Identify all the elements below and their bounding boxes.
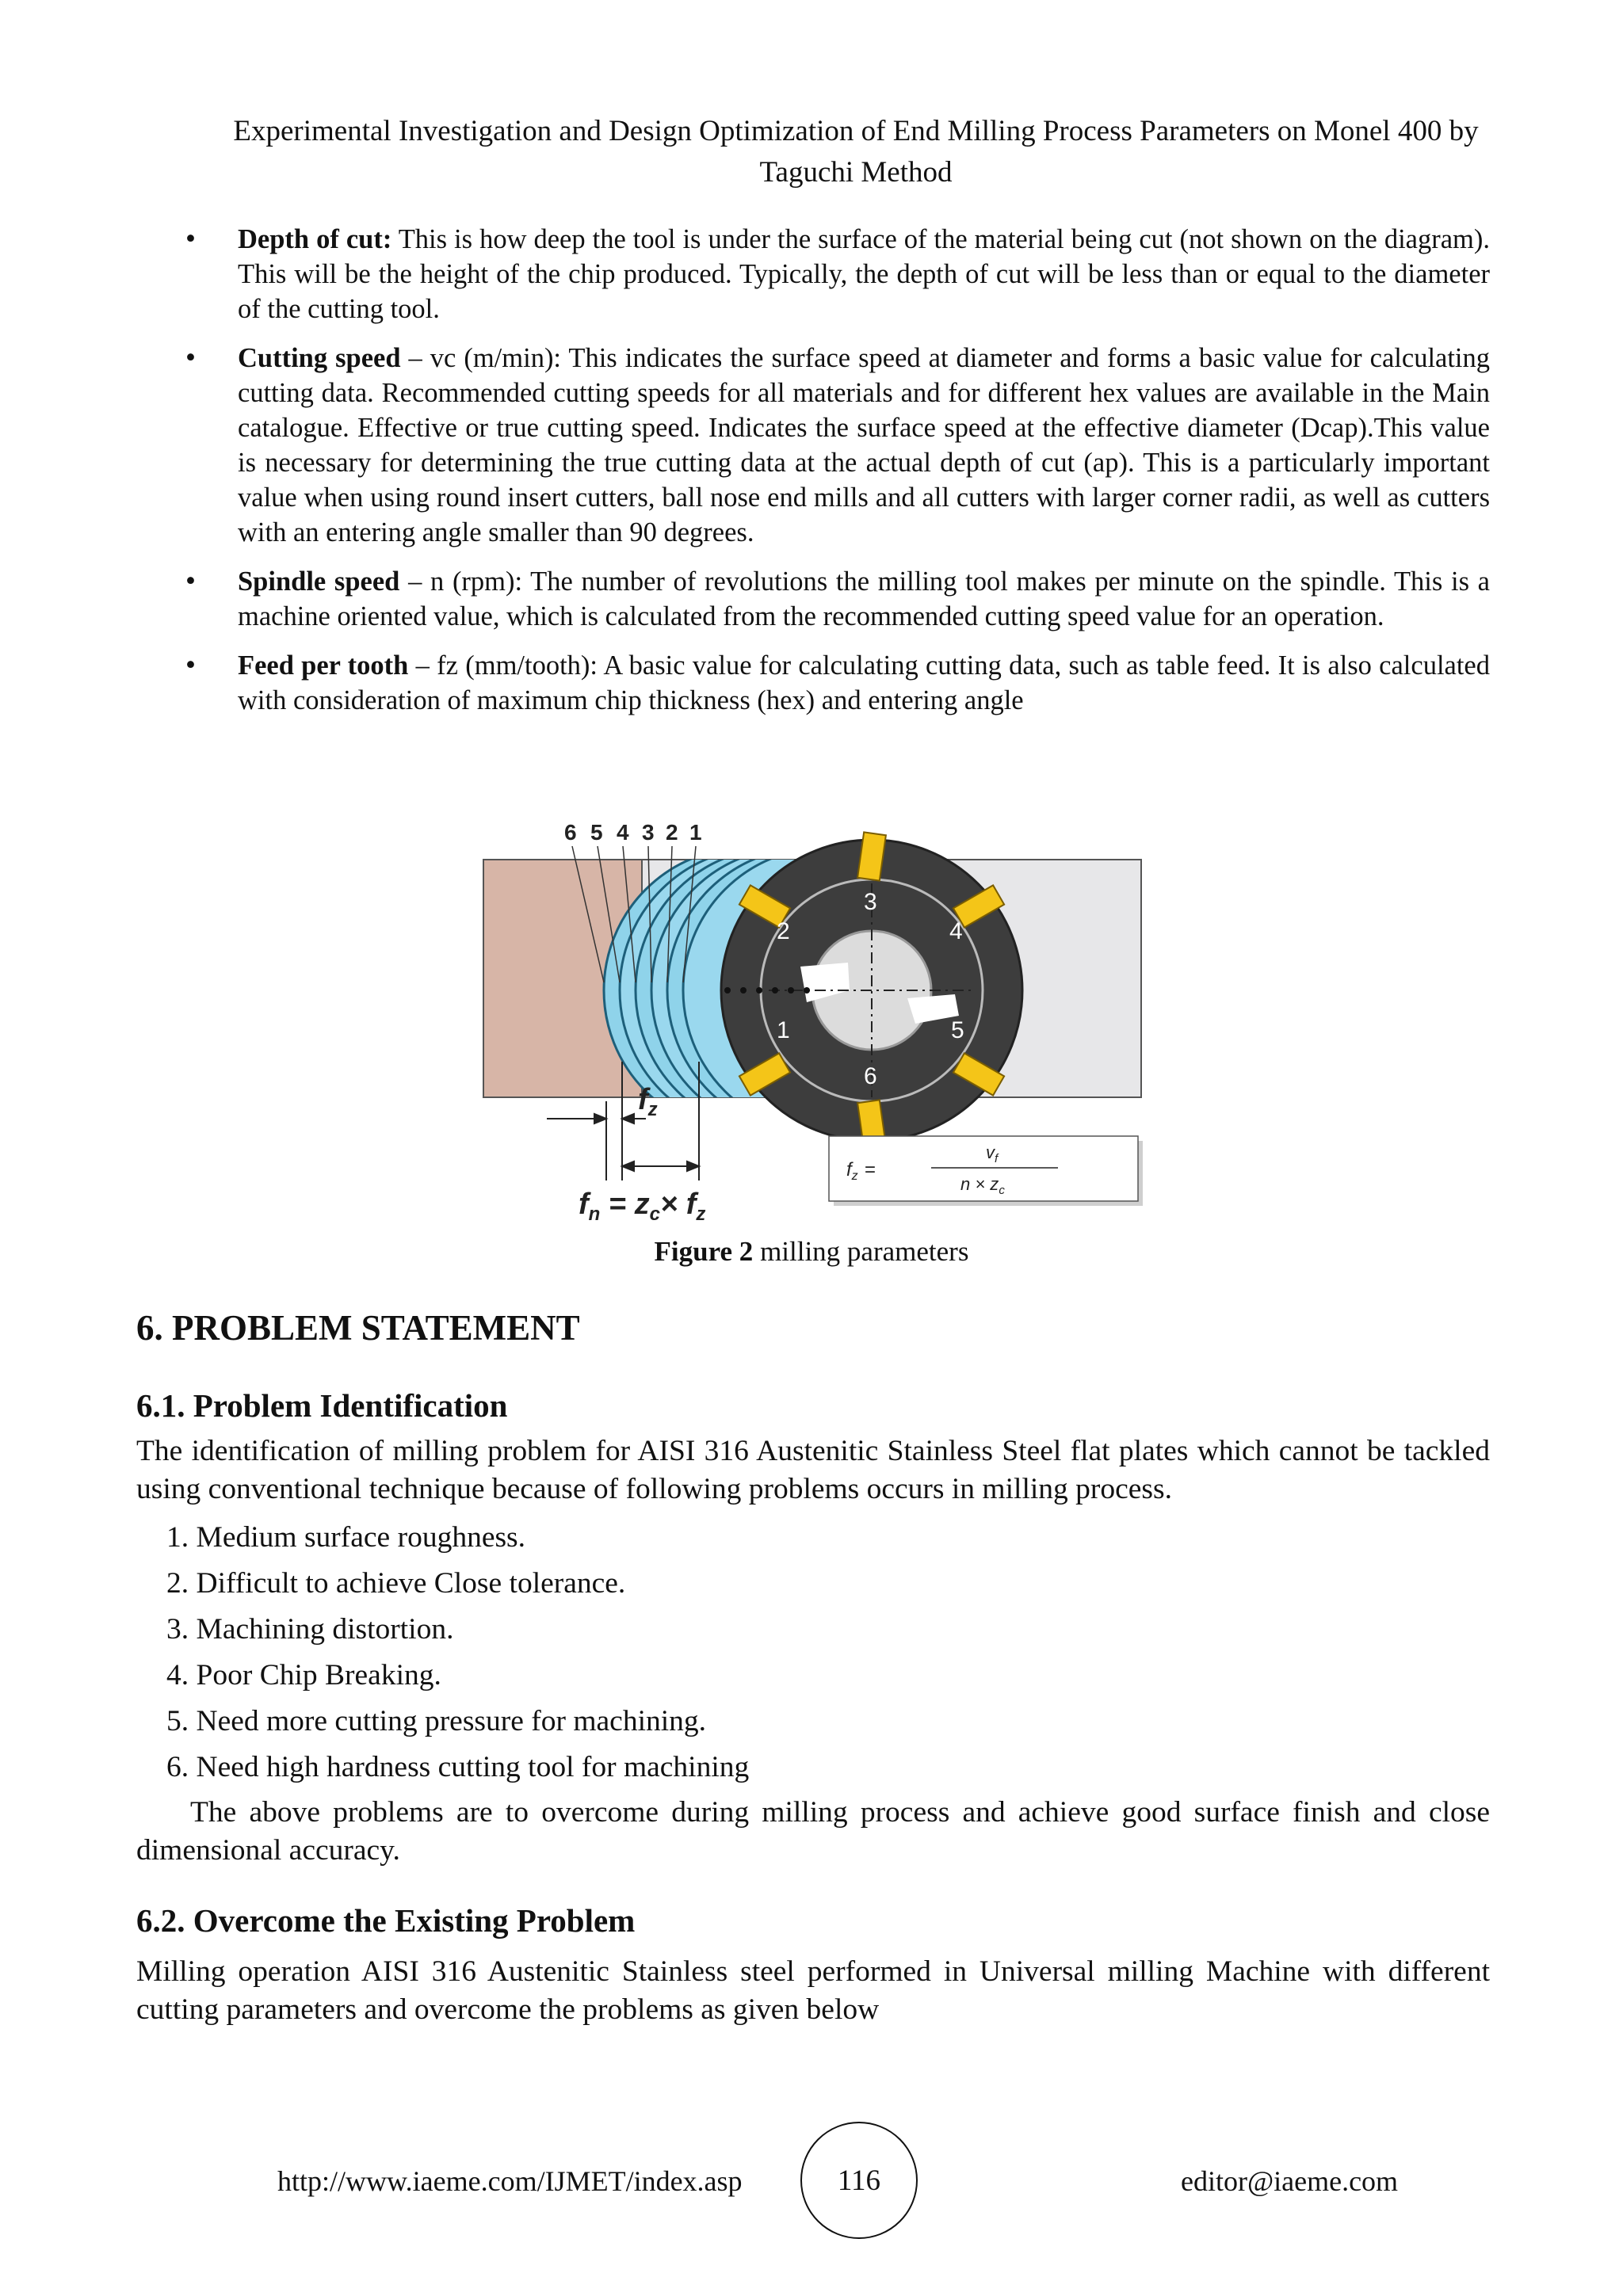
bullet-feed-per-tooth <box>136 648 1490 718</box>
fz-label: $f_z$ <box>638 1083 658 1120</box>
bullet-text: – vc (m/min): This indicates the surface speed at diameter and forms a basic value for calculating cutting data. Recommended cutting speeds for all materials and for different hex values are available in the Main catalogue. Effective or true cutting speed. Indicates the surface speed at the effective diameter (Dcap).This value is necessary for determining the true cutting data at the actual depth of cut (ap). This is a particularly important value when using round insert cutters, ball nose end mills and all cutters with larger corner radii, as well as cutters with an entering angle smaller than 90 degrees. <box>238 343 1491 547</box>
formula-box-denominator: $n \times z_c$ <box>960 1174 1005 1197</box>
milling-diagram <box>475 808 1157 1220</box>
bullet-text: This is how deep the tool is under the surface of the material being cut (not shown on the diagram). This will be the height of the chip produced. Typically, the depth of cut will be less than or equal to the diameter of the cutting tool. <box>238 224 1490 324</box>
list-item: 6. Need high hardness cutting tool for machining <box>166 1751 750 1783</box>
list-item: 3. Machining distortion. <box>166 1613 454 1646</box>
insert-label-3: 3 <box>864 889 877 915</box>
running-header <box>182 111 1529 193</box>
footer-email-link[interactable]: editor@iaeme.com <box>1181 2165 1399 2197</box>
top-number-4: 4 <box>617 820 629 845</box>
figure-caption-label: Figure 2 <box>654 1236 754 1267</box>
formula-box-numerator: $v_f$ <box>986 1142 999 1165</box>
top-number-5: 5 <box>590 820 603 845</box>
bullet-marker: • <box>185 649 196 681</box>
list-item: 4. Poor Chip Breaking. <box>166 1659 441 1691</box>
running-header-line1: Experimental Investigation and Design Optimization of End Milling Process Parameters on Monel 400 by <box>233 115 1479 147</box>
top-number-3: 3 <box>642 820 655 845</box>
problem-list <box>166 1519 749 1794</box>
insert-label-2: 2 <box>777 918 790 944</box>
list-item: 5. Need more cutting pressure for machining. <box>166 1705 707 1737</box>
top-number-2: 2 <box>666 820 678 845</box>
bullet-marker: • <box>185 341 196 374</box>
problem-identification-paragraph: The identification of milling problem for AISI 316 Austenitic Stainless Steel flat plates which cannot be tackled using conventional technique because of following problems occurs in milling process. <box>136 1435 1490 1505</box>
footer-url-link[interactable]: http://www.iaeme.com/IJMET/index.asp <box>277 2165 743 2197</box>
milling-parameters-figure <box>475 808 1157 1220</box>
bullet-term: Cutting speed <box>238 343 401 373</box>
bullet-spindle-speed <box>136 564 1490 634</box>
figure-caption <box>0 1236 1623 1268</box>
bullet-text: – fz (mm/tooth): A basic value for calculating cutting data, such as table feed. It is also calculated with consideration of maximum chip thickness (hex) and entering angle <box>238 650 1490 715</box>
bullet-depth-of-cut <box>136 222 1490 326</box>
list-item: 2. Difficult to achieve Close tolerance. <box>166 1567 626 1600</box>
running-header-line2: Taguchi Method <box>759 156 953 189</box>
bullet-cutting-speed <box>136 341 1490 550</box>
fn-formula: $f_n = z_c\times f_z$ <box>579 1188 706 1220</box>
bullet-term: Spindle speed <box>238 566 400 597</box>
section-heading: 6. PROBLEM STATEMENT <box>136 1308 580 1348</box>
figure-caption-text: milling parameters <box>753 1236 969 1267</box>
insert-label-6: 6 <box>864 1063 877 1089</box>
subsection-heading-problem-identification: 6.1. Problem Identification <box>136 1387 508 1424</box>
insert-label-1: 1 <box>777 1017 790 1043</box>
problem-closing-paragraph: The above problems are to overcome during milling process and achieve good surface finish and close dimensional accuracy. <box>136 1796 1490 1867</box>
formula-box-lhs: $f_z$ = <box>846 1159 876 1183</box>
list-item: 1. Medium surface roughness. <box>166 1521 526 1554</box>
bullet-marker: • <box>185 223 196 255</box>
subsection-heading-overcome-problem: 6.2. Overcome the Existing Problem <box>136 1902 636 1939</box>
page-number: 116 <box>800 2122 918 2239</box>
bullet-marker: • <box>185 565 196 597</box>
bullet-term: Depth of cut: <box>238 224 392 254</box>
bullet-term: Feed per tooth <box>238 650 409 681</box>
insert-label-5: 5 <box>951 1017 964 1043</box>
top-number-6: 6 <box>564 820 577 845</box>
overcome-problem-paragraph: Milling operation AISI 316 Austenitic Stainless steel performed in Universal milling Machine with different cutting parameters and overcome the problems as given below <box>136 1955 1490 2026</box>
top-number-1: 1 <box>689 820 702 845</box>
parameter-bullet-list <box>136 222 1490 732</box>
insert-label-4: 4 <box>949 918 963 944</box>
bullet-text: – n (rpm): The number of revolutions the milling tool makes per minute on the spindle. This is a machine oriented value, which is calculated from the recommended cutting speed value for an operation. <box>238 566 1490 631</box>
